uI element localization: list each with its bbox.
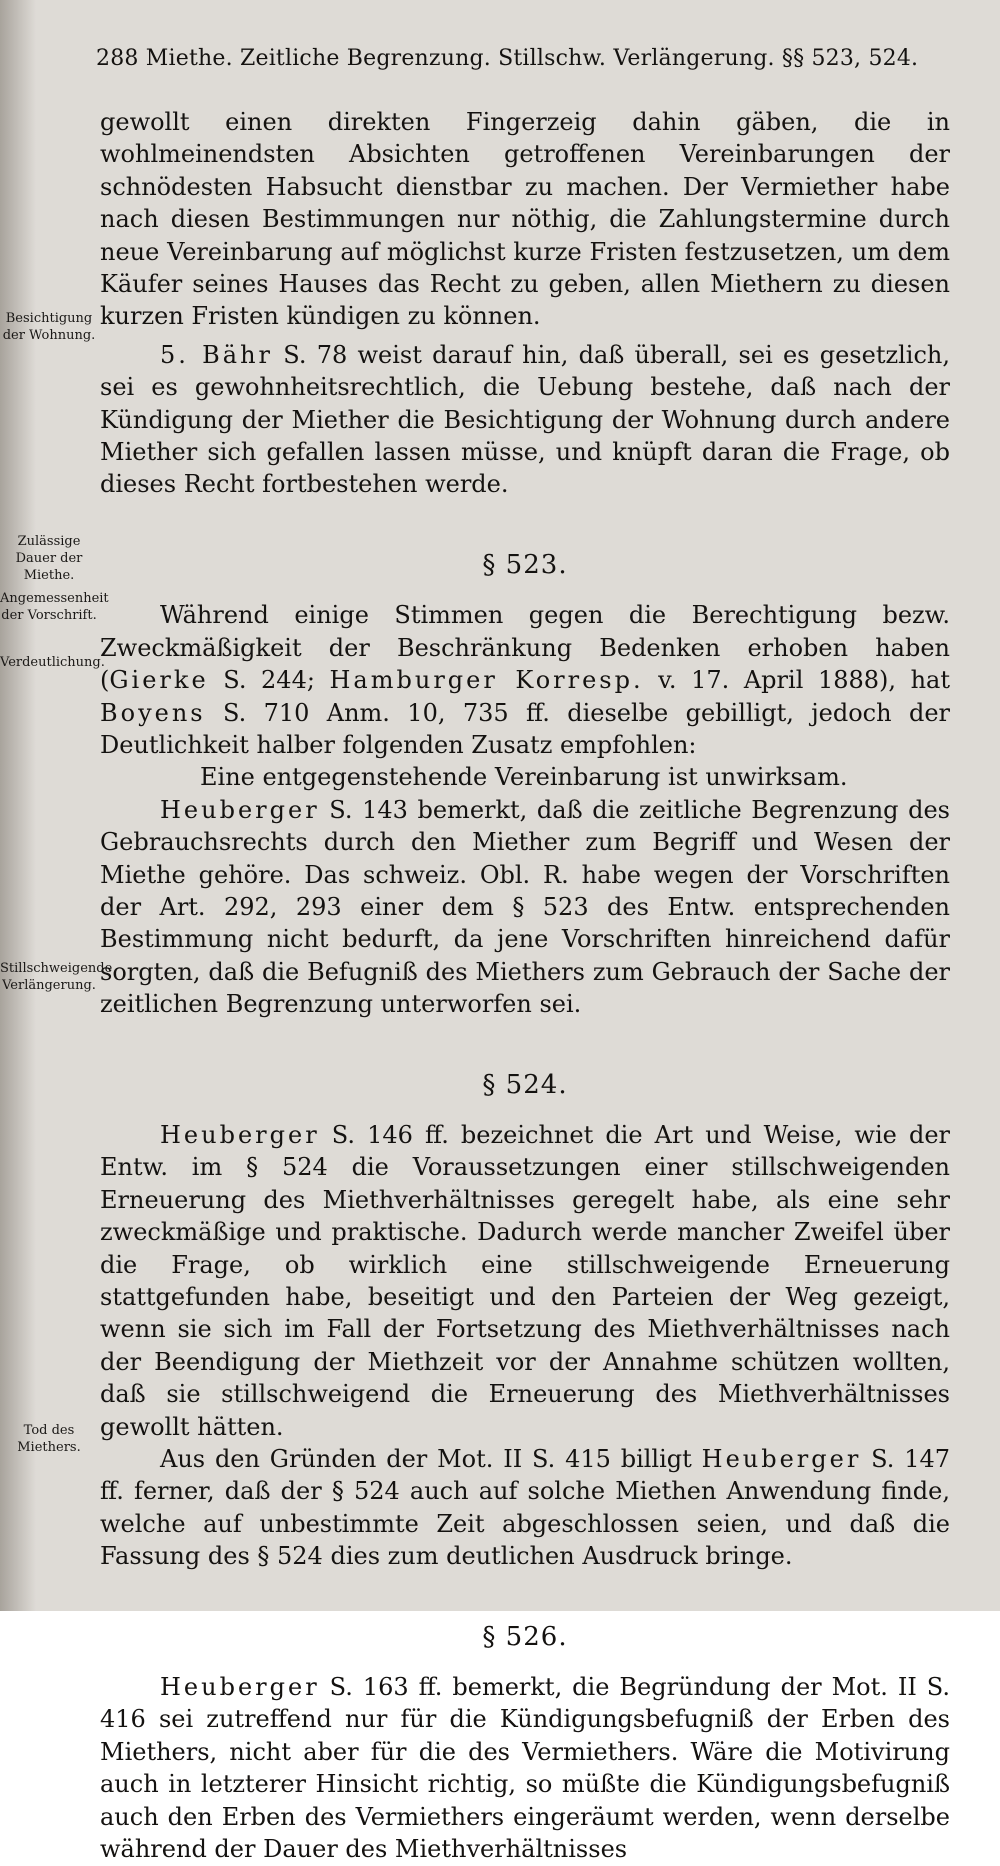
paragraph-heuberger-523 xyxy=(100,794,950,1021)
paragraph-text: S. 143 bemerkt, daß die zeitliche Begrenzung des Gebrauchsrechts durch den Miether zum Begriff und Wesen der Miethe gehöre. Das schweiz. Obl. R. habe wegen der Vorschriften der Art. 292, 293 einer dem § 523 des Entw. entsprechenden Bestimmung nicht bedurft, da jene Vorschriften hinreichend dafür sorgten, daß die Befugniß des Miethers zum Gebrauch der Sache der zeitlichen Begrenzung unterworfen sei. xyxy=(100,795,950,1019)
paragraph-text: S. 244; xyxy=(208,666,330,695)
main-text xyxy=(100,106,950,1866)
paragraph-mot-415 xyxy=(100,1443,950,1573)
paragraph-text: S. 163 ff. bemerkt, die Begründung der Mot. II S. 416 sei zutreffend nur für die Kündigungsbefugniß der Erben des Miethers, nicht aber für die des Vermiethers. Wäre die Motivirung auch in letzterer Hinsicht richtig, so müßte die Kündigungsbefugniß auch den Erben des Vermiethers eingeräumt werden, wenn derselbe während der Dauer des Miethverhältnisses xyxy=(100,1673,950,1864)
paragraph-text: Aus den Gründen der Mot. II S. 415 billigt xyxy=(160,1445,702,1474)
margin-note-stillschweigend: Stillschweigende Verlängerung. xyxy=(0,961,113,993)
paragraph-text: S. 147 ff. ferner, daß der § 524 auch auf solche Miethen Anwendung finde, welche auf unbestimmte Zeit abgeschlossen seien, und daß die Fassung des § 524 dies zum deutlichen Ausdruck bringe. xyxy=(100,1445,951,1571)
margin-note-tod: Tod des Miethers. xyxy=(17,1423,81,1455)
author-name: Heuberger xyxy=(160,1673,320,1702)
page-gutter-shadow xyxy=(0,0,36,1611)
author-name: Heuberger xyxy=(160,795,320,824)
author-name: Gierke xyxy=(109,666,209,695)
margin-note-angemessenheit: Angemessenheit der Vorschrift. xyxy=(0,591,109,623)
section-heading-523: § 523. xyxy=(482,549,568,580)
author-name: Boyens xyxy=(100,698,206,727)
paragraph-text: S. 78 weist darauf hin, daß überall, sei es gesetzlich, sei es gewohnheitsrechtlich, die Uebung bestehe, daß nach der Kündigung der Miether die Besichtigung der Wohnung durch andere Miether sich gefallen lassen müsse, und knüpft daran die Frage, ob dieses Recht fortbestehen werde. xyxy=(100,340,950,499)
paragraph-text: v. 17. April 1888), hat xyxy=(643,666,951,695)
section-heading-524: § 524. xyxy=(482,1069,568,1100)
author-name: Hamburger Korresp. xyxy=(329,666,644,695)
paragraph-text: S. 146 ff. bezeichnet die Art und Weise, wie der Entw. im § 524 die Voraussetzungen einer stillschweigenden Erneuerung des Miethverhältnisses geregelt habe, als eine sehr zweckmäßige und praktische. Dadurch werde mancher Zweifel über die Frage, ob wirklich eine stillschweigende Erneuerung stattgefunden habe, beseitigt und den Parteien der Weg gezeigt, wenn sie sich im Fall der Fortsetzung des Miethverhältnisses nach der Beendigung der Miethzeit vor der Annahme schützen wollten, daß sie stillschweigend die Erneuerung des Miethverhältnisses gewollt hätten. xyxy=(100,1120,950,1441)
paragraph-baehr xyxy=(100,339,950,501)
paragraph-heuberger-526 xyxy=(100,1671,950,1865)
margin-note-verdeutlichung: Verdeutlichung. xyxy=(0,655,105,670)
paragraph-continuation: gewollt einen direkten Fingerzeig dahin gäben, die in wohlmeinendsten Absichten getroffenen Vereinbarungen der schnödesten Habsucht dienstbar zu machen. Der Vermiether habe nach diesen Bestimmungen nur nöthig, die Zahlungstermine durch neue Vereinbarung auf möglichst kurze Fristen festzusetzen, um dem Käufer seines Hauses das Recht zu geben, allen Miethern zu diesen kurzen Fristen kündigen zu können. xyxy=(100,108,950,331)
running-header: 288 Miethe. Zeitliche Begrenzung. Stillschw. Verlängerung. §§ 523, 524. xyxy=(96,46,919,71)
author-name: Heuberger xyxy=(160,1120,320,1149)
author-name: Heuberger xyxy=(701,1445,862,1474)
margin-note-dauer: Zulässige Dauer der Miethe. xyxy=(15,534,83,583)
paragraph-523-intro xyxy=(100,599,950,761)
author-name: 5. Bähr xyxy=(160,340,274,369)
paragraph-text: S. 710 Anm. 10, 735 ff. dieselbe gebilligt, jedoch der Deutlichkeit halber folgenden Zusatz empfohlen: xyxy=(100,698,950,759)
paragraph-heuberger-524 xyxy=(100,1119,950,1443)
margin-note-besichtigung: Besichtigung der Wohnung. xyxy=(2,311,96,343)
paragraph-text: Während einige Stimmen gegen die Berechtigung bezw. Zweckmäßigkeit der Beschränkung Bedenken erhoben haben ( xyxy=(100,601,950,695)
proposed-addition: Eine entgegenstehende Vereinbarung ist unwirksam. xyxy=(200,763,848,792)
section-heading-526: § 526. xyxy=(482,1621,568,1652)
